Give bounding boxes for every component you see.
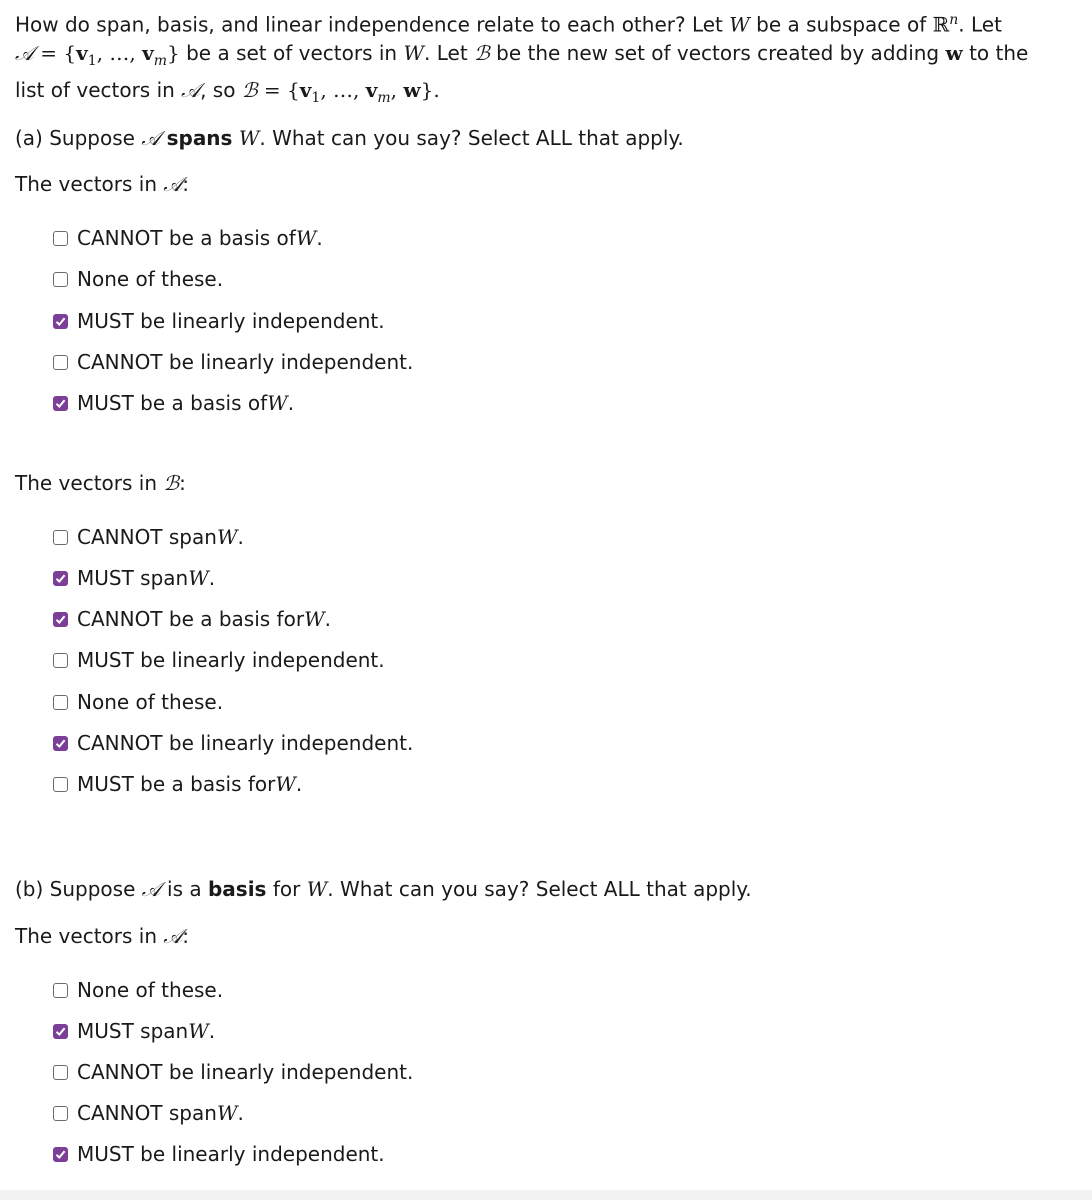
check-icon [55, 316, 66, 327]
part-b-vectors-A-label: The vectors in 𝒜: [15, 924, 190, 948]
check-icon [55, 614, 66, 625]
checkbox[interactable] [53, 272, 68, 287]
checkbox[interactable] [53, 396, 68, 411]
check-icon [55, 738, 66, 749]
check-icon [55, 573, 66, 584]
checkbox[interactable] [53, 231, 68, 246]
checkbox[interactable] [53, 571, 68, 586]
option-a-B-1[interactable]: MUST span W . [53, 566, 215, 590]
part-a-vectors-A-label: The vectors in 𝒜: [15, 172, 190, 196]
checkbox[interactable] [53, 1106, 68, 1121]
option-a-A-0[interactable]: CANNOT be a basis of W . [53, 226, 323, 250]
checkbox[interactable] [53, 695, 68, 710]
intro-text: How do span, basis, and linear independence relate to each other? Let [15, 12, 730, 37]
option-a-B-5[interactable]: CANNOT be linearly independent. [53, 731, 413, 755]
option-a-A-2[interactable]: MUST be linearly independent. [53, 309, 385, 333]
option-b-A-4[interactable]: MUST be linearly independent. [53, 1142, 385, 1166]
check-icon [55, 398, 66, 409]
checkbox[interactable] [53, 355, 68, 370]
question-intro: How do span, basis, and linear independence relate to each other? Let W be a subspace of ℝ$^n$. Let 𝒜 = {$v_1$, …, $v_m$} be a set of vectors in W. Let ℬ be the new set of vectors created by adding w to the list of vectors in 𝒜, so ℬ = {$v_1$, …, $v_m$, w}. [15, 12, 1029, 106]
checkbox[interactable] [53, 1024, 68, 1039]
option-a-A-3[interactable]: CANNOT be linearly independent. [53, 350, 413, 374]
checkbox[interactable] [53, 653, 68, 668]
part-b-heading: (b) Suppose 𝒜 is a basis for W. What can you say? Select ALL that apply. [15, 877, 752, 901]
checkbox[interactable] [53, 530, 68, 545]
checkbox[interactable] [53, 314, 68, 329]
checkbox[interactable] [53, 983, 68, 998]
option-a-A-1[interactable]: None of these. [53, 267, 223, 291]
option-a-B-4[interactable]: None of these. [53, 690, 223, 714]
checkbox[interactable] [53, 736, 68, 751]
option-b-A-2[interactable]: CANNOT be linearly independent. [53, 1060, 413, 1084]
option-a-B-6[interactable]: MUST be a basis for W . [53, 772, 302, 796]
part-a-heading: (a) Suppose 𝒜 spans W. What can you say? Select ALL that apply. [15, 126, 684, 150]
option-b-A-1[interactable]: MUST span W . [53, 1019, 215, 1043]
checkbox[interactable] [53, 1065, 68, 1080]
checkbox[interactable] [53, 777, 68, 792]
option-a-B-2[interactable]: CANNOT be a basis for W . [53, 607, 331, 631]
option-a-B-3[interactable]: MUST be linearly independent. [53, 648, 385, 672]
option-a-B-0[interactable]: CANNOT span W . [53, 525, 244, 549]
checkbox[interactable] [53, 612, 68, 627]
check-icon [55, 1026, 66, 1037]
checkbox[interactable] [53, 1147, 68, 1162]
option-a-A-4[interactable]: MUST be a basis of W . [53, 391, 294, 415]
part-a-vectors-B-label: The vectors in ℬ: [15, 471, 186, 495]
page-bottom-edge [0, 1190, 1092, 1200]
option-b-A-3[interactable]: CANNOT span W . [53, 1101, 244, 1125]
check-icon [55, 1149, 66, 1160]
option-b-A-0[interactable]: None of these. [53, 978, 223, 1002]
